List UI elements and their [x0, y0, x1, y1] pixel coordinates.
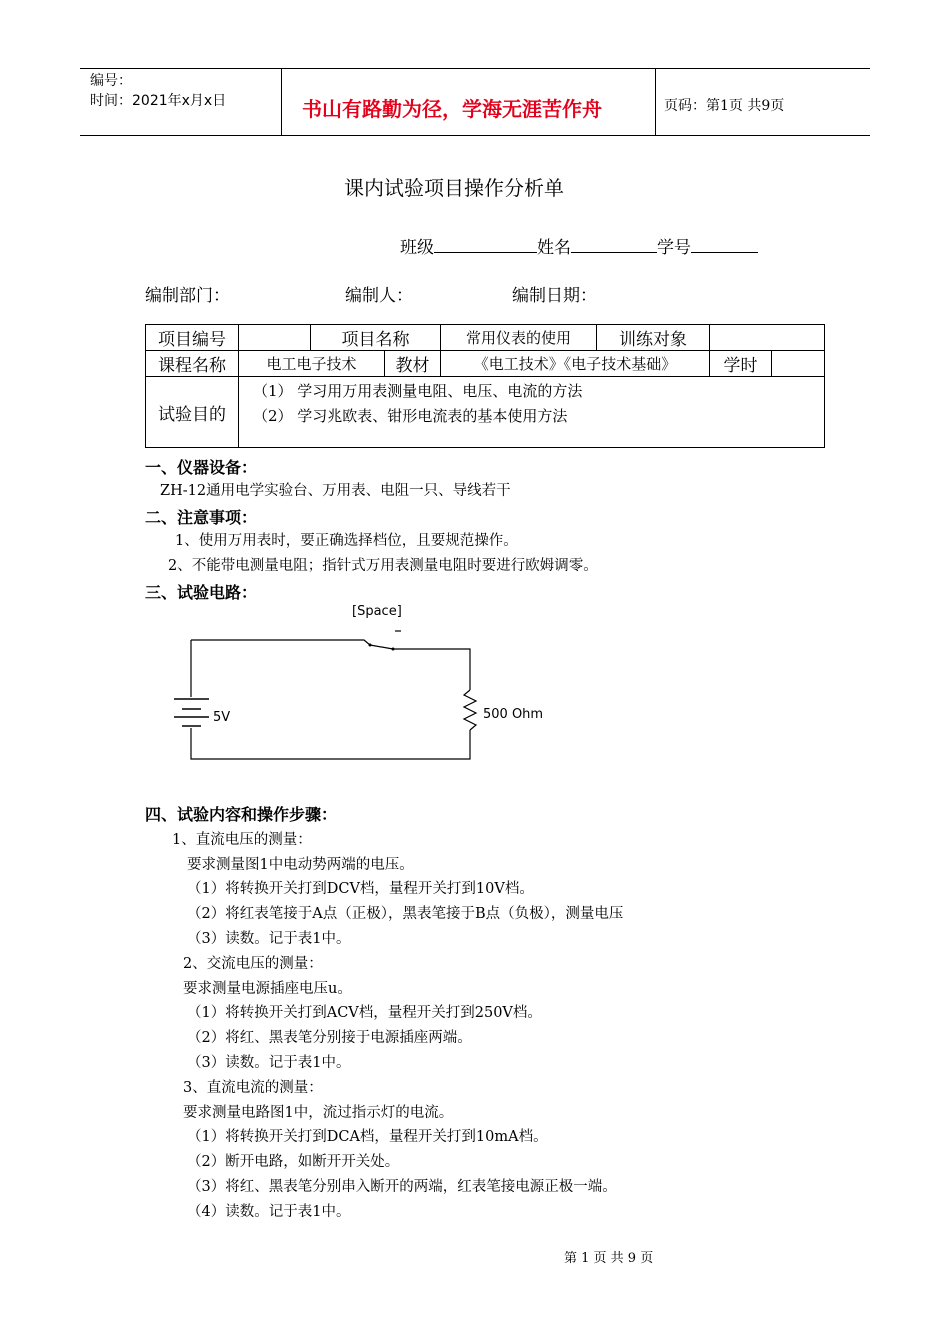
student-info-line — [400, 233, 758, 258]
course-label: 课程名称 — [146, 351, 239, 377]
course-value: 电工电子技术 — [239, 351, 385, 377]
procedure-line: 要求测量电路图1中，流过指示灯的电流。 — [183, 1105, 454, 1121]
target-label: 训练对象 — [597, 325, 710, 351]
header-bottom-rule — [80, 135, 870, 136]
class-label: 班级 — [400, 238, 434, 258]
table-row — [146, 351, 825, 377]
section-heading-notes: 二、注意事项： — [145, 508, 258, 527]
note-item-2: 2、不能带电测量电阻；指针式万用表测量电阻时要进行欧姆调零。 — [168, 558, 598, 574]
procedure-line: （4）读数。记于表1中。 — [187, 1204, 351, 1220]
procedure-line: （1）将转换开关打到DCV档，量程开关打到10V档。 — [187, 881, 534, 897]
header-motto: 书山有路勤为径，学海无涯苦作舟 — [302, 97, 602, 121]
header-number-label: 编号： — [90, 73, 132, 89]
wire-top-right — [393, 649, 470, 690]
purpose-item-2: （2） 学习兆欧表、钳形电流表的基本使用方法 — [253, 407, 568, 425]
procedure-line: （3）将红、黑表笔分别串入断开的两端，红表笔接电源正极一端。 — [187, 1179, 617, 1195]
procedure-line: （2）将红、黑表笔分别接于电源插座两端。 — [187, 1030, 472, 1046]
wire-bottom — [191, 728, 470, 759]
textbook-value: 《电工技术》《电子技术基础》 — [441, 351, 710, 377]
procedure-line: 3、直流电流的测量： — [183, 1080, 323, 1096]
resistor-symbol — [464, 690, 476, 730]
hours-label: 学时 — [710, 351, 772, 377]
section-heading-equipment: 一、仪器设备： — [145, 458, 258, 477]
textbook-label: 教材 — [385, 351, 441, 377]
equipment-text: ZH-12通用电学实验台、万用表、电阻一只、导线若干 — [160, 483, 511, 499]
class-blank[interactable] — [434, 236, 537, 253]
author-label: 编制人： — [345, 286, 413, 306]
date-label: 编制日期： — [512, 286, 597, 306]
hours-value[interactable] — [772, 351, 825, 377]
project-name-value: 常用仪表的使用 — [441, 325, 597, 351]
circuit-diagram — [160, 600, 580, 770]
header-page-info: 页码：第1页 共9页 — [664, 98, 785, 114]
id-label: 学号 — [657, 238, 691, 258]
procedure-line: （2）断开电路，如断开开关处。 — [187, 1154, 400, 1170]
project-no-value[interactable] — [239, 325, 311, 351]
switch-terminal-left — [369, 644, 372, 647]
procedure-line: 要求测量电源插座电压u。 — [183, 981, 352, 997]
name-label: 姓名 — [537, 238, 571, 258]
dept-label: 编制部门： — [145, 286, 230, 306]
procedure-line: （3）读数。记于表1中。 — [187, 931, 351, 947]
info-table — [145, 324, 825, 448]
target-value[interactable] — [710, 325, 825, 351]
header-divider-right — [655, 68, 656, 136]
procedure-line: （1）将转换开关打到DCA档，量程开关打到10mA档。 — [187, 1129, 548, 1145]
procedure-line: （2）将红表笔接于A点（正极），黑表笔接于B点（负极），测量电压 — [187, 906, 624, 922]
id-blank[interactable] — [691, 236, 758, 253]
name-blank[interactable] — [571, 236, 657, 253]
document-title: 课内试验项目操作分析单 — [344, 176, 564, 200]
procedure-line: 1、直流电压的测量： — [172, 832, 312, 848]
section-heading-circuit: 三、试验电路： — [145, 583, 258, 602]
resistor-label: 500 Ohm — [483, 707, 544, 722]
project-name-label: 项目名称 — [311, 325, 441, 351]
battery-symbol — [174, 699, 209, 726]
note-item-1: 1、使用万用表时，要正确选择档位，且要规范操作。 — [175, 533, 518, 549]
section-heading-procedure: 四、试验内容和操作步骤： — [145, 805, 338, 824]
purpose-item-1: （1） 学习用万用表测量电阻、电压、电流的方法 — [253, 382, 583, 400]
page-footer: 第 1 页 共 9 页 — [564, 1251, 654, 1266]
procedure-line: （1）将转换开关打到ACV档，量程开关打到250V档。 — [187, 1005, 542, 1021]
battery-label: 5V — [213, 710, 231, 725]
table-row — [146, 377, 825, 448]
procedure-line: 要求测量图1中电动势两端的电压。 — [187, 857, 414, 873]
header-divider-left — [281, 68, 282, 136]
switch-terminal-right — [392, 648, 395, 651]
header-time-label: 时间：2021年x月x日 — [90, 93, 227, 109]
project-no-label: 项目编号 — [146, 325, 239, 351]
purpose-cell — [239, 377, 825, 448]
table-row — [146, 325, 825, 351]
purpose-label: 试验目的 — [146, 377, 239, 448]
switch-blade — [370, 645, 393, 649]
header-top-rule — [80, 68, 870, 69]
procedure-line: （3）读数。记于表1中。 — [187, 1055, 351, 1071]
procedure-line: 2、交流电压的测量： — [183, 956, 323, 972]
switch-label: [Space] — [352, 604, 402, 619]
wire-top-left — [191, 640, 370, 645]
